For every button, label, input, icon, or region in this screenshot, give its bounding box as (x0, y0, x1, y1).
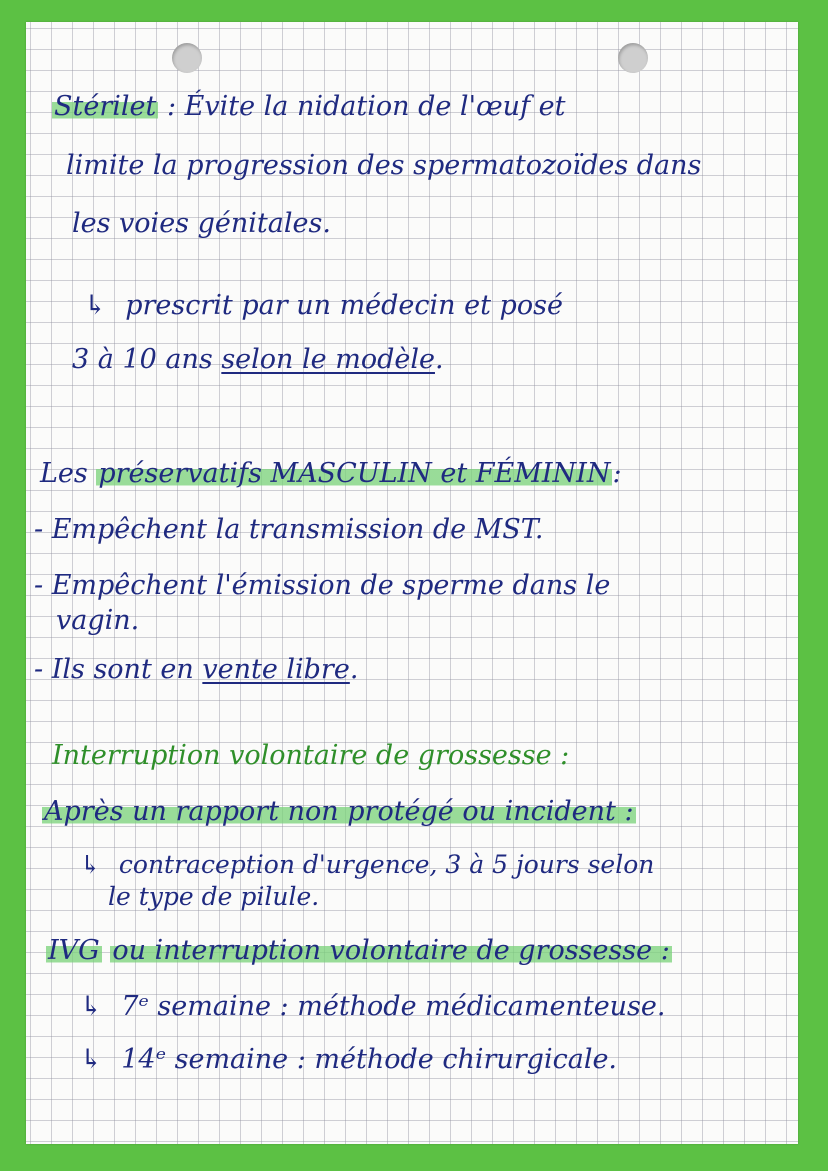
ivg-urgence-text: contraception d'urgence, 3 à 5 jours selon (118, 850, 655, 879)
down-right-arrow-icon: ↳ (80, 1044, 103, 1075)
ivg-method-1-text: 7ᵉ semaine : méthode médicamenteuse. (121, 991, 666, 1022)
preservatifs-item-3 (34, 656, 358, 683)
sterilet-model-note: selon le modèle (221, 344, 435, 375)
ivg-method-2-text: 14ᵉ semaine : méthode chirurgicale. (121, 1044, 618, 1075)
sterilet-term: Stérilet (54, 91, 157, 122)
preservatifs-item-3-text: - Ils sont en (34, 654, 194, 685)
preservatifs-item-2-continued: vagin. (56, 605, 140, 636)
punch-hole-right (618, 43, 648, 73)
ivg-urgence-line-2: le type de pilule. (108, 882, 320, 911)
down-right-arrow-icon: ↳ (80, 850, 101, 879)
ivg-rapport-text: Après un rapport non protégé ou incident : (44, 796, 634, 827)
sterilet-definition-line-1 (52, 93, 565, 120)
preservatifs-item-3-period: . (349, 654, 359, 685)
sterilet-arrow-line-1 (84, 292, 563, 319)
preservatifs-title-les: Les (40, 458, 88, 489)
preservatifs-item-3-vente: vente libre (202, 654, 350, 685)
ivg-heading: Interruption volontaire de grossesse : (52, 740, 570, 771)
sterilet-period: . (434, 344, 444, 375)
preservatifs-title-main: préservatifs MASCULIN et FÉMININ (98, 458, 611, 489)
down-right-arrow-icon: ↳ (80, 991, 103, 1022)
ivg-rapport-line (42, 798, 636, 825)
preservatifs-title (40, 460, 622, 487)
sterilet-definition-line-3: les voies génitales. (72, 208, 331, 239)
ivg-method-2 (80, 1046, 617, 1073)
punch-hole-left (172, 43, 202, 73)
ivg-title-abbr: IVG (48, 935, 100, 966)
ivg-title-full: ou interruption volontaire de grossesse : (112, 935, 670, 966)
down-right-arrow-icon: ↳ (84, 290, 107, 321)
sterilet-prescription: prescrit par un médecin et posé (125, 290, 563, 321)
preservatifs-item-1: - Empêchent la transmission de MST. (34, 514, 544, 545)
ivg-urgence-line-1 (80, 852, 654, 877)
preservatifs-title-colon: : (612, 458, 622, 489)
sterilet-text-1: Évite la nidation de l'œuf et (184, 91, 566, 122)
sterilet-arrow-line-2 (72, 346, 444, 373)
ivg-title (46, 937, 672, 964)
sterilet-duration: 3 à 10 ans (72, 344, 213, 375)
sterilet-separator: : (166, 91, 177, 122)
preservatifs-item-2: - Empêchent l'émission de sperme dans le (34, 570, 611, 601)
ivg-method-1 (80, 993, 665, 1020)
sterilet-definition-line-2: limite la progression des spermatozoïdes dans (66, 150, 702, 181)
